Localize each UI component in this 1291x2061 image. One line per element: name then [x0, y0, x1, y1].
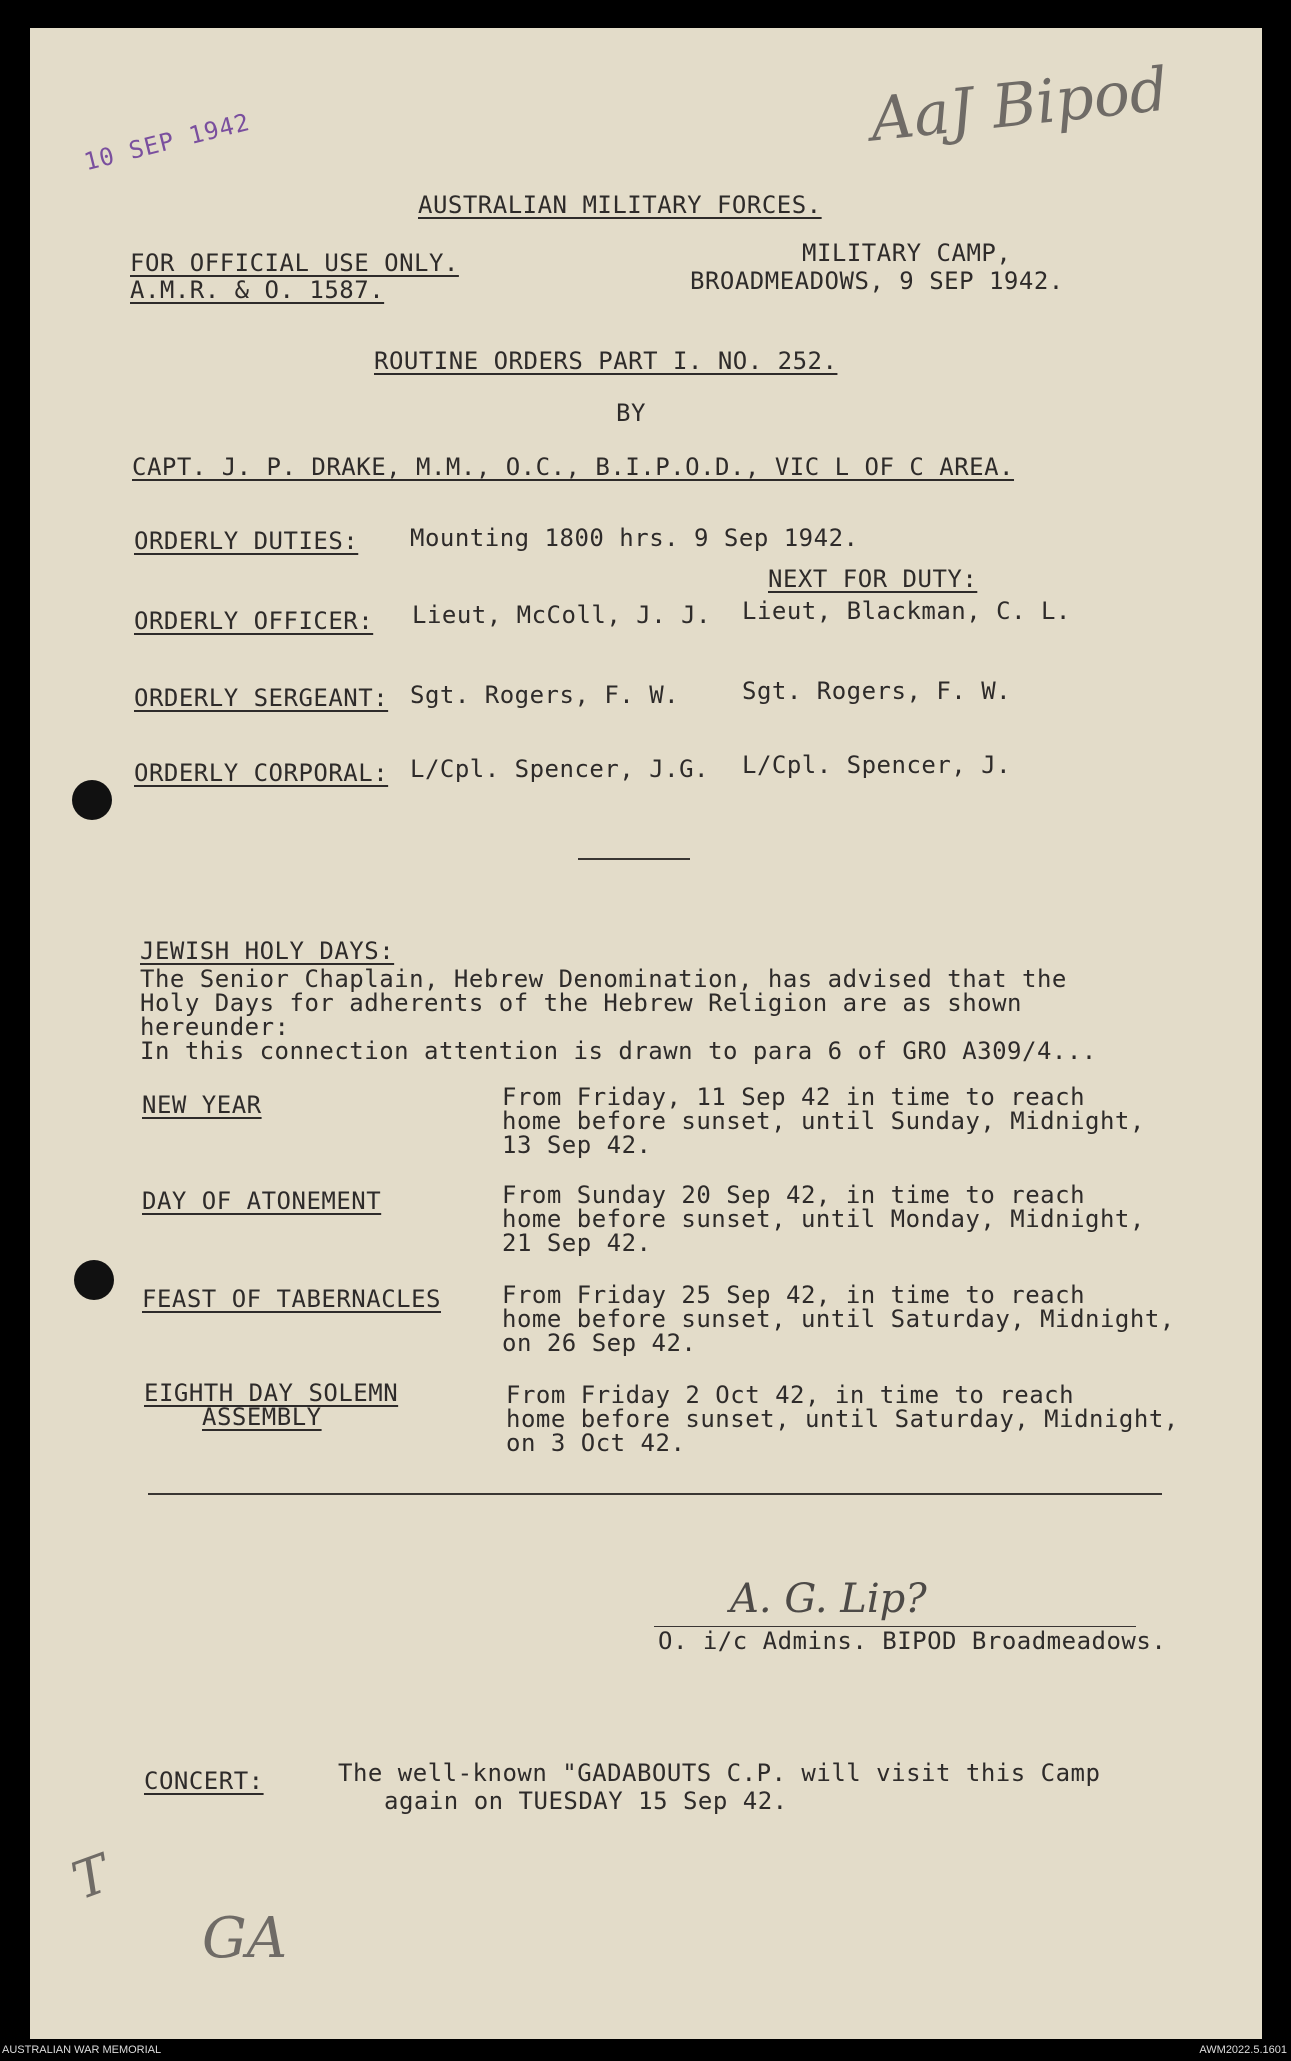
paragraph-line: hereunder: — [140, 1013, 290, 1041]
holy-day-name: NEW YEAR — [142, 1091, 262, 1119]
section-divider — [578, 858, 690, 860]
holy-day-name: DAY OF ATONEMENT — [142, 1187, 382, 1215]
duties-label: ORDERLY DUTIES: — [134, 527, 359, 555]
holy-day-text: 21 Sep 42. — [502, 1229, 652, 1257]
holy-day-name: FEAST OF TABERNACLES — [142, 1285, 441, 1313]
footer-institution: AUSTRALIAN WAR MEMORIAL — [2, 2044, 162, 2056]
holy-day-text: From Sunday 20 Sep 42, in time to reach — [502, 1181, 1086, 1209]
duty-current: L/Cpl. Spencer, J.G. — [410, 755, 709, 783]
signatory-title: O. i/c Admins. BIPOD Broadmeadows. — [658, 1627, 1167, 1655]
orders-issuer: CAPT. J. P. DRAKE, M.M., O.C., B.I.P.O.D., VIC L OF C AREA. — [132, 453, 1015, 481]
duty-label: ORDERLY CORPORAL: — [134, 759, 389, 787]
duty-label: ORDERLY OFFICER: — [134, 607, 374, 635]
duty-label: ORDERLY SERGEANT: — [134, 684, 389, 712]
duty-current: Lieut, McColl, J. J. — [412, 601, 711, 629]
punch-hole — [72, 780, 112, 820]
handwritten-initials: T — [64, 1843, 118, 1913]
punch-hole — [74, 1260, 114, 1300]
location: MILITARY CAMP, — [802, 239, 1012, 267]
document-sheet — [30, 28, 1262, 2039]
duty-next: Lieut, Blackman, C. L. — [742, 597, 1071, 625]
date-stamp: 10 SEP 1942 — [81, 107, 253, 177]
holy-day-text: home before sunset, until Saturday, Midnight, — [502, 1305, 1175, 1333]
section-divider — [148, 1493, 1162, 1495]
duty-next: L/Cpl. Spencer, J. — [742, 751, 1012, 779]
holy-day-text: From Friday 25 Sep 42, in time to reach — [502, 1281, 1086, 1309]
holy-day-text: on 3 Oct 42. — [506, 1429, 686, 1457]
concert-text: The well-known "GADABOUTS C.P. will visit this Camp — [338, 1759, 1101, 1787]
footer-accession-number: AWM2022.5.1601 — [1199, 2044, 1287, 2056]
holy-day-text: From Friday 2 Oct 42, in time to reach — [506, 1381, 1075, 1409]
holy-day-name: ASSEMBLY — [202, 1403, 322, 1431]
holy-day-text: From Friday, 11 Sep 42 in time to reach — [502, 1083, 1086, 1111]
paragraph-line: In this connection attention is drawn to para 6 of GRO A309/4... — [140, 1037, 1097, 1065]
reference-number: A.M.R. & O. 1587. — [130, 276, 385, 304]
holy-day-text: home before sunset, until Sunday, Midnight, — [502, 1107, 1145, 1135]
duty-current: Sgt. Rogers, F. W. — [410, 681, 680, 709]
orders-by: BY — [616, 399, 646, 427]
security-classification: FOR OFFICIAL USE ONLY. — [130, 249, 459, 277]
signature: A. G. Lip? — [730, 1576, 927, 1622]
holy-day-text: on 26 Sep 42. — [502, 1329, 697, 1357]
duties-mounting: Mounting 1800 hrs. 9 Sep 1942. — [410, 524, 859, 552]
section-heading: JEWISH HOLY DAYS: — [140, 937, 395, 965]
location-date: BROADMEADOWS, 9 SEP 1942. — [690, 267, 1064, 295]
handwritten-note: AaJ Bipod — [867, 54, 1172, 156]
paragraph-line: The Senior Chaplain, Hebrew Denomination, has advised that the — [140, 965, 1067, 993]
next-for-duty-header: NEXT FOR DUTY: — [768, 565, 978, 593]
holy-day-name: EIGHTH DAY SOLEMN — [144, 1379, 399, 1407]
document-title: AUSTRALIAN MILITARY FORCES. — [418, 191, 822, 219]
holy-day-text: home before sunset, until Saturday, Midnight, — [506, 1405, 1179, 1433]
concert-text: again on TUESDAY 15 Sep 42. — [384, 1787, 788, 1815]
paragraph-line: Holy Days for adherents of the Hebrew Religion are as shown — [140, 989, 1023, 1017]
holy-day-text: 13 Sep 42. — [502, 1131, 652, 1159]
concert-label: CONCERT: — [144, 1767, 264, 1795]
orders-title: ROUTINE ORDERS PART I. NO. 252. — [374, 347, 838, 375]
handwritten-mark: GA — [202, 1906, 288, 1971]
holy-day-text: home before sunset, until Monday, Midnight, — [502, 1205, 1145, 1233]
duty-next: Sgt. Rogers, F. W. — [742, 677, 1012, 705]
